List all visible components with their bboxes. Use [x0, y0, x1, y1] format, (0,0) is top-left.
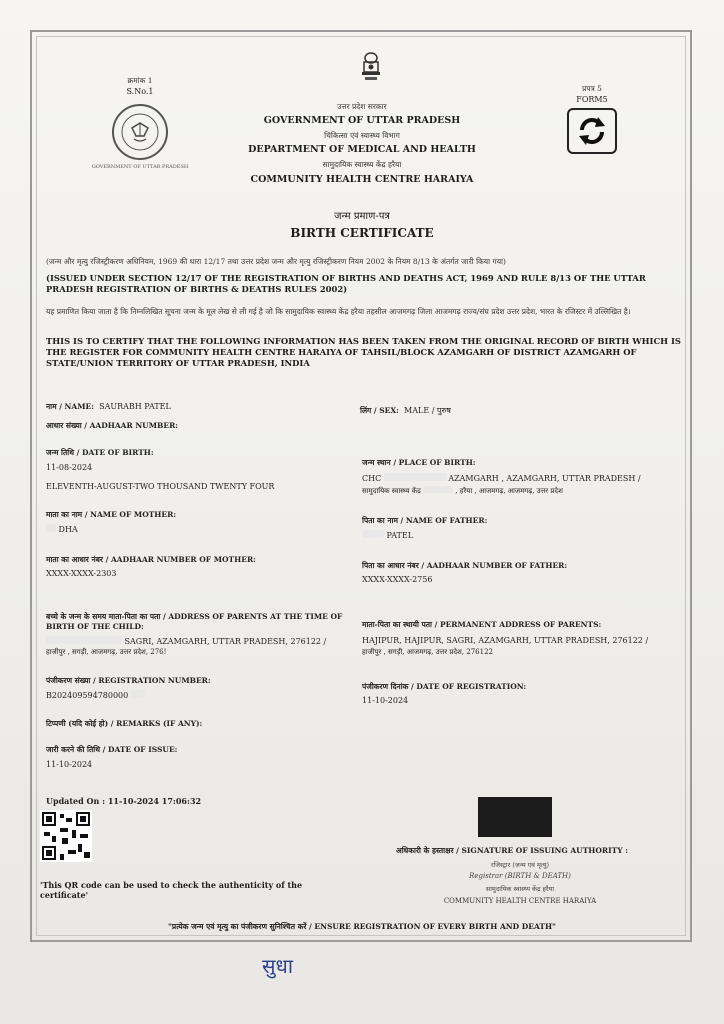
preamble-english-issue: (ISSUED UNDER SECTION 12/17 OF THE REGISTRATION OF BIRTHS AND DEATHS ACT, 1969 AND RULE 8/13 OF THE UTTAR PRADESH REGISTRATION OF BIRTHS & DEATHS RULES 2002): [46, 273, 646, 294]
sex-value: MALE / पुरुष: [404, 406, 451, 415]
pob-line-1: [362, 473, 641, 483]
seal-caption: GOVERNMENT OF UTTAR PRADESH: [91, 164, 189, 170]
preamble-english-certify: THIS IS TO CERTIFY THAT THE FOLLOWING INFORMATION HAS BEEN TAKEN FROM THE ORIGINAL RECORD OF BIRTH WHICH IS THE REGISTER FOR COMMUNITY HEALTH CENTRE HARAIYA OF TAHSIL/BLOCK AZAMGARH OF DISTRICT AZAMGARH OF STATE/UNION TERRITORY OF UTTAR PRADESH, INDIA: [46, 336, 681, 368]
signature-label: अधिकारी के हस्ताक्षर / SIGNATURE OF ISSUING AUTHORITY :: [396, 846, 628, 855]
preamble-hindi-issue: (जन्म और मृत्यु रजिस्ट्रीकरण अधिनियम, 1969 की धारा 12/17 तथा उत्तर प्रदेश जन्म और मृत्यु रजिस्ट्रीकरण नियम 2002 के नियम 8/13 के अंतर्गत जारी किया गया): [46, 257, 506, 266]
sig-chc: COMMUNITY HEALTH CENTRE HARAIYA: [443, 897, 597, 905]
pob-value-2b: , हरैया , आजमगढ़, आजमगढ़, उत्तर प्रदेश: [455, 487, 563, 495]
recycle-arrows-icon: [574, 114, 610, 148]
address-perm-value-2: हाजीपुर , सगड़ी, आजमगढ़, उत्तर प्रदेश, 276122: [362, 648, 493, 656]
signature-stamp: [478, 797, 552, 837]
address-birth-label: बच्चे के जन्म के समय माता-पिता का पता / ADDRESS OF PARENTS AT THE TIME OF BIRTH OF THE CHILD:: [46, 612, 343, 631]
dob-value: 11-08-2024: [46, 463, 93, 472]
sig-hindi: रजिस्ट्रार (जन्म एवं मृत्यु): [490, 861, 550, 869]
up-government-seal: [112, 104, 168, 160]
aadhaar-label: आधार संख्या / AADHAAR NUMBER:: [46, 421, 179, 430]
mother-row: [46, 524, 78, 534]
pob-line-2: [362, 486, 563, 496]
dept-title: DEPARTMENT OF MEDICAL AND HEALTH: [248, 144, 476, 155]
sex-row: [360, 398, 451, 417]
issue-date-value: 11-10-2024: [46, 760, 93, 769]
form-hindi: प्रपत्र 5: [582, 84, 602, 93]
mother-label: माता का नाम / NAME OF MOTHER:: [46, 510, 177, 519]
dept-hindi: चिकित्सा एवं स्वास्थ्य विभाग: [324, 131, 400, 140]
chc-title: COMMUNITY HEALTH CENTRE HARAIYA: [250, 174, 474, 185]
pob-value-1b: AZAMGARH , AZAMGARH, UTTAR PRADESH /: [448, 474, 641, 483]
redaction-mark: [384, 473, 446, 481]
dob-words: ELEVENTH-AUGUST-TWO THOUSAND TWENTY FOUR: [46, 482, 275, 491]
preamble-hindi-certify: यह प्रमाणित किया जाता है कि निम्नलिखित सूचना जन्म के मूल लेख से ली गई है जो कि सामुदायिक स्वास्थ्य केंद्र हरैया तहसील आजमगढ़ जिला आजमगढ़ राज्य/संघ प्रदेश उत्तर प्रदेश, भारत के रजिस्टर में उल्लिखित है।: [46, 307, 631, 316]
national-emblem-icon: [356, 50, 386, 84]
address-birth-line-1: [46, 636, 326, 646]
reg-no-row: [46, 690, 145, 700]
address-perm-value-1: HAJIPUR, HAJIPUR, SAGRI, AZAMGARH, UTTAR PRADESH, 276122 /: [362, 636, 649, 645]
qr-note: 'This QR code can be used to check the authenticity of the certificate': [40, 880, 303, 900]
mother-aadhaar-value: XXXX-XXXX-2303: [46, 569, 117, 578]
reg-no-label: पंजीकरण संख्या / REGISTRATION NUMBER:: [46, 676, 211, 685]
redaction-mark: [131, 690, 145, 698]
father-row: [362, 530, 413, 540]
name-row: [46, 394, 171, 413]
form-label: FORM5: [576, 95, 608, 104]
mother-aadhaar-label: माता का आधार नंबर / AADHAAR NUMBER OF MOTHER:: [46, 555, 256, 564]
redaction-mark: [362, 530, 384, 538]
redaction-mark: [46, 636, 122, 644]
reg-date-value: 11-10-2024: [362, 696, 409, 705]
name-label: नाम / NAME:: [46, 402, 95, 411]
form-symbol: [567, 108, 617, 154]
sno-label: S.No.1: [126, 87, 154, 96]
father-value: PATEL: [386, 531, 414, 540]
handwritten-note: सुधा: [262, 954, 293, 978]
pob-value-1: CHC: [362, 474, 382, 483]
address-birth-value-2: हाजीपुर , सगड़ी, आजमगढ़, उत्तर प्रदेश, 276!: [46, 648, 167, 656]
gov-hindi: उत्तर प्रदेश सरकार: [337, 102, 387, 111]
dob-label: जन्म तिथि / DATE OF BIRTH:: [46, 448, 154, 457]
sex-label: लिंग / SEX:: [360, 406, 399, 415]
certificate-title: BIRTH CERTIFICATE: [290, 226, 434, 240]
slogan: "प्रत्येक जन्म एवं मृत्यु का पंजीकरण सुनिश्चित करें / ENSURE REGISTRATION OF EVERY BIRTH AND DEATH": [168, 922, 556, 931]
father-aadhaar-label: पिता का आधार नंबर / AADHAAR NUMBER OF FATHER:: [362, 561, 568, 570]
father-aadhaar-value: XXXX-XXXX-2756: [362, 575, 433, 584]
gov-title: GOVERNMENT OF UTTAR PRADESH: [263, 115, 461, 126]
father-label: पिता का नाम / NAME OF FATHER:: [362, 516, 488, 525]
qr-code[interactable]: [40, 810, 92, 862]
name-value: SAURABH PATEL: [99, 402, 171, 411]
reg-no-value: B202409594780000: [46, 691, 129, 700]
address-birth-value-1: SAGRI, AZAMGARH, UTTAR PRADESH, 276122 /: [124, 637, 327, 646]
chc-hindi: सामुदायिक स्वास्थ्य केंद्र हरैया: [322, 160, 402, 169]
pob-value-2: सामुदायिक स्वास्थ्य केंद्र: [362, 487, 421, 495]
sig-hindi-chc: सामुदायिक स्वास्थ्य केंद्र हरैया: [485, 885, 555, 893]
updated-on: Updated On : 11-10-2024 17:06:32: [46, 796, 202, 806]
redaction-mark: [423, 486, 453, 493]
remarks-label: टिप्पणी (यदि कोई हो) / REMARKS (IF ANY):: [46, 719, 203, 728]
mother-value: DHA: [58, 525, 78, 534]
address-perm-label: माता-पिता का स्थायी पता / PERMANENT ADDRESS OF PARENTS:: [362, 620, 602, 629]
sig-registrar: Registrar (BIRTH & DEATH): [469, 872, 571, 880]
reg-date-label: पंजीकरण दिनांक / DATE OF REGISTRATION:: [362, 682, 527, 691]
sno-hindi: क्रमांक 1: [127, 76, 153, 85]
pob-label: जन्म स्थान / PLACE OF BIRTH:: [362, 458, 476, 467]
redaction-mark: [46, 524, 56, 532]
seal-icon: [114, 106, 166, 158]
issue-date-label: जारी करने की तिथि / DATE OF ISSUE:: [46, 745, 178, 754]
title-hindi: जन्म प्रमाण-पत्र: [334, 211, 390, 222]
